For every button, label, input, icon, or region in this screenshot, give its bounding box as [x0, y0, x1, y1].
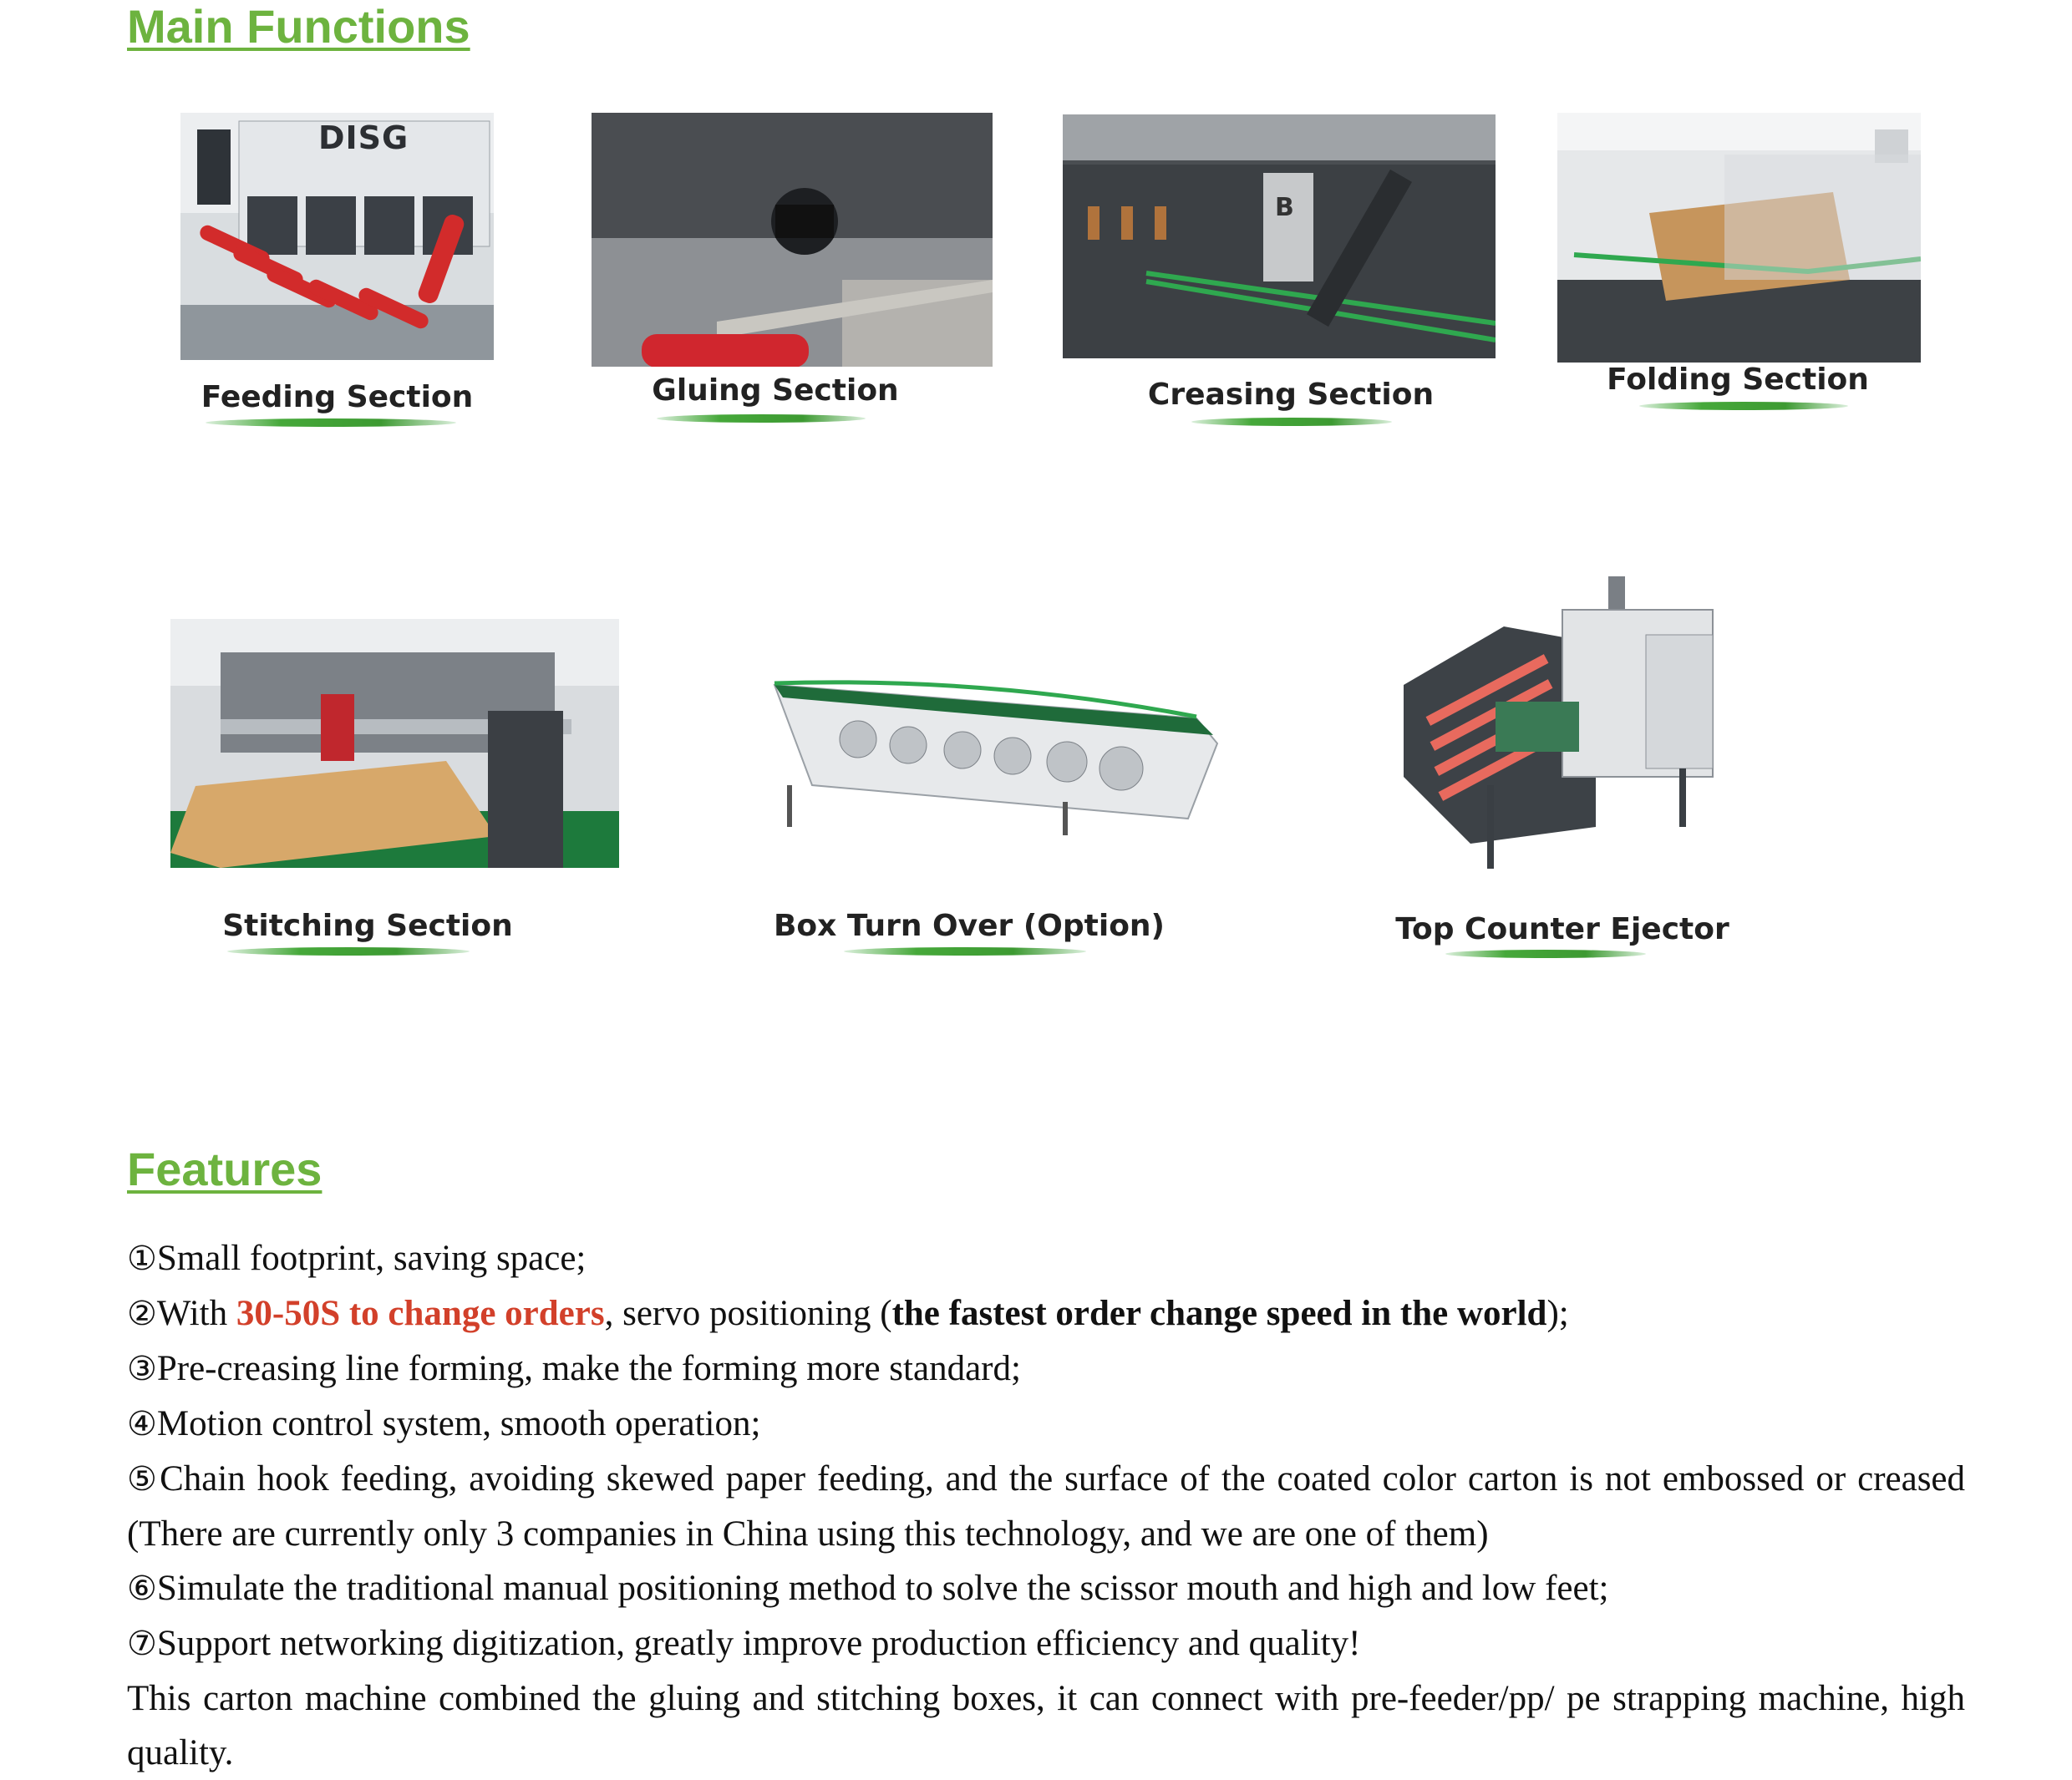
creasing-section-image	[1063, 114, 1496, 358]
features-summary: This carton machine combined the gluing and stitching boxes, it can connect with pre-feeder/pp/ pe strapping machine, high quality.	[127, 1679, 1965, 1772]
feature-item-2: ②With 30-50S to change orders, servo positioning (the fastest order change speed in the world);	[127, 1294, 1569, 1333]
feature-item-3: ③Pre-creasing line forming, make the forming more standard;	[127, 1349, 1021, 1388]
main-functions-heading: Main Functions	[127, 0, 470, 53]
folding-section-image	[1557, 113, 1921, 363]
highlight-text: 30-50S to change orders	[236, 1294, 605, 1333]
features-list	[127, 1231, 1965, 1780]
stitching-section-caption: Stitching Section	[222, 909, 513, 943]
box-turn-over-image	[762, 668, 1221, 845]
feeding-underline	[206, 418, 456, 427]
creasing-marker: B	[1275, 193, 1294, 222]
feeding-section-image	[180, 113, 494, 360]
stitching-underline	[227, 947, 470, 956]
feature-item-4: ④Motion control system, smooth operation;	[127, 1404, 761, 1443]
feature-item-1: ①Small footprint, saving space;	[127, 1239, 587, 1278]
creasing-section-caption: Creasing Section	[1147, 378, 1435, 412]
feature-item-5: ⑤Chain hook feeding, avoiding skewed paper feeding, and the surface of the coated color carton is not embossed or creased (There are currently only 3 companies in China using this technology, and we are one of them)	[127, 1459, 1966, 1554]
feature-item-7: ⑦Support networking digitization, greatly improve production efficiency and quality!	[127, 1624, 1361, 1663]
feature-item-6: ⑥Simulate the traditional manual positioning method to solve the scissor mouth and high and low feet;	[127, 1569, 1609, 1608]
feeding-section-caption: Feeding Section	[201, 380, 474, 414]
stitching-section-image	[170, 619, 619, 868]
features-heading: Features	[127, 1143, 322, 1195]
brand-logo: DISG	[318, 119, 409, 156]
gluing-section-caption: Gluing Section	[652, 373, 899, 408]
top-counter-ejector-underline	[1445, 950, 1646, 958]
folding-underline	[1639, 402, 1848, 410]
box-turn-over-underline	[844, 947, 1086, 956]
folding-section-caption: Folding Section	[1607, 363, 1869, 397]
creasing-underline	[1191, 418, 1392, 426]
gluing-underline	[657, 414, 866, 423]
box-turn-over-caption: Box Turn Over (Option)	[773, 909, 1166, 943]
top-counter-ejector-image	[1395, 576, 1746, 869]
bold-text: the fastest order change speed in the world	[891, 1294, 1547, 1333]
gluing-section-image	[592, 113, 993, 367]
top-counter-ejector-caption: Top Counter Ejector	[1395, 912, 1729, 946]
